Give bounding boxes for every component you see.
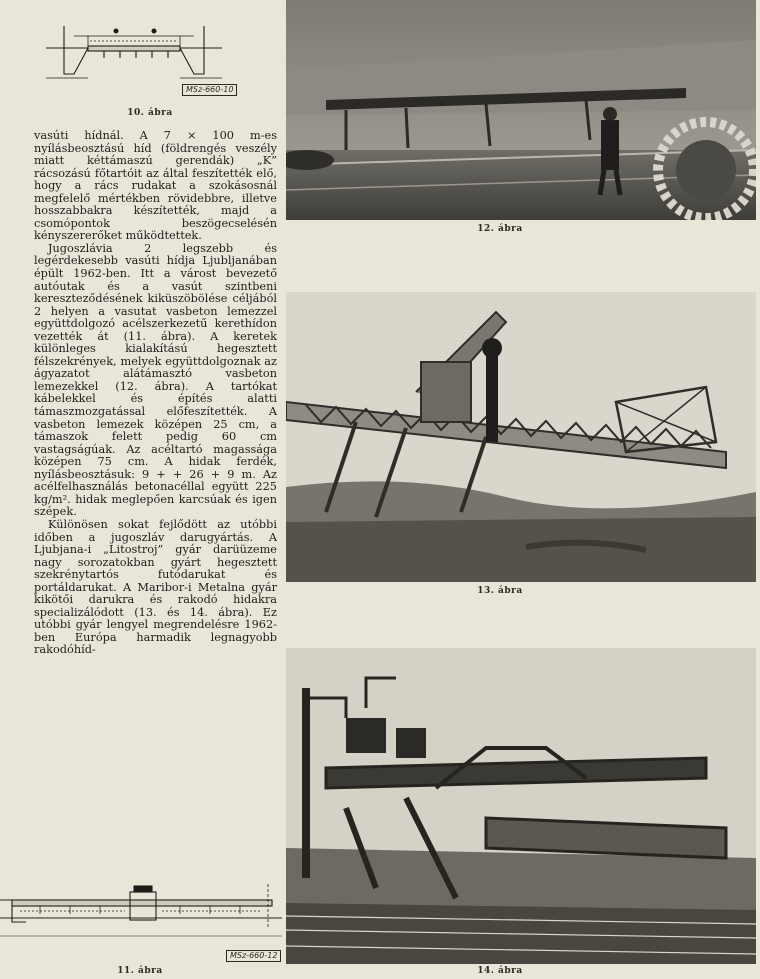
paragraph-1: vasúti hídnál. A 7 × 100 m-es nyílásbeosztású híd (földrengés veszély miatt kéttámaszú gerendák) „K” rácsozású főtartóit az által feszítették elő, hogy a rács rudakat a szokásosnál megfelelő mértékben rövidebbre, illetve hosszabbakra készítették, majd a csomópontok beszögecselésén kényszererőket működtettek. (34, 129, 277, 243)
paragraph-2: Jugoszlávia 2 legszebb és legérdekesebb vasúti hídja Ljubljanában épült 1962-ben. Itt a várost bevezető autóutak és a vasút szintbeni kereszteződésének kiküszöbölése céljából 2 helyen a vasutat vasbeton lemezzel együttdolgozó acélszerkezetű kerethídon vezették át (11. ábra). A keretek különleges kialakítású hegesztett félszekrények, melyek együttdolgoznak az ágyazatot alátámasztó vasbeton lemezekkel (12. ábra). A tartókat kábelekkel és építés alatti támaszmozgatással előfeszítették. A vasbeton lemezek középen 25 cm, a támaszok felett pedig 60 cm vastagságúak. Az acéltartó magassága középen 75 cm. A hidak ferdék, nyílásbeosztásuk: 9 + + 26 + 9 m. Az acélfelhasználás betonacéllal együtt 225 kg/m². hidak meglepően karcsúak és igen szépek. (34, 241, 277, 519)
figure-13-caption: 13. ábra (477, 586, 523, 596)
figure-11-caption: 11. ábra (117, 966, 163, 976)
figure-11-drawing (0, 878, 282, 958)
figure-10-stamp: MSz-660-10 (182, 84, 237, 96)
figure-13-photo (286, 292, 756, 582)
figure-14-photo (286, 648, 756, 964)
figure-14-caption: 14. ábra (477, 966, 523, 976)
paragraph-3: Különösen sokat fejlődött az utóbbi időben a jugoszláv darugyártás. A Ljubjana-i „Litostroj” gyár darüüzeme nagy sorozatokban gyárt hegesztett szekrénytartós futódarukat és portáldarukat. A Maribor-i Metalna gyár kikötői darukra és rakodó hidakra specializálódott (13. és 14. ábra). Ez utóbbi gyár lengyel megrendelésre 1962-ben Európa harmadik legnagyobb rakodóhíd- (34, 517, 277, 657)
figure-10-caption: 10. ábra (127, 108, 173, 118)
figure-12-photo (286, 0, 756, 220)
figure-12-caption: 12. ábra (477, 224, 523, 234)
figure-11-stamp: MSz-660-12 (226, 950, 281, 962)
body-text-column (34, 130, 277, 657)
